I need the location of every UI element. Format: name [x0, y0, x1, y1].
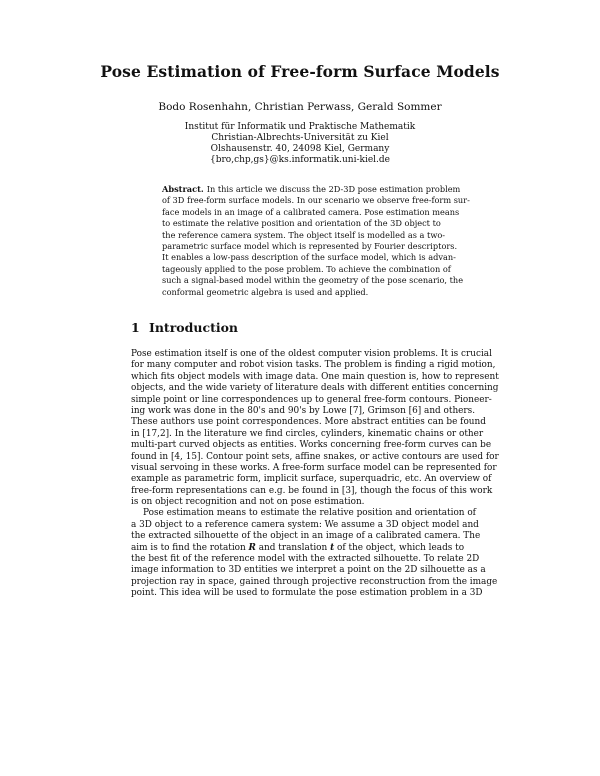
abstract-line: of 3D free-form surface models. In our scenario we observe free-form sur- — [162, 195, 470, 206]
body-line: Pose estimation itself is one of the oldest computer vision problems. It is crucial — [131, 349, 492, 359]
abstract-line: parametric surface model which is represented by Fourier descriptors. — [162, 240, 458, 251]
body-line: projection ray in space, gained through projective reconstruction from the image — [131, 576, 498, 587]
abstract-line: to estimate the relative position and orientation of the 3D object to — [162, 218, 441, 229]
section-title: Introduction — [149, 320, 239, 335]
body-line: aim is to find the rotation R and translation t of the object, which leads to — [131, 542, 465, 553]
abstract — [162, 184, 470, 298]
math-symbol-r: R — [248, 542, 256, 553]
body-line: example as parametric form, implicit surface, superquadric, etc. An overview of — [131, 474, 492, 485]
abstract-line: conformal geometric algebra is used and applied. — [162, 286, 369, 297]
body-line: which fits object models with image data. One main question is, how to represent — [131, 371, 499, 382]
body-line: is on object recognition and not on pose estimation. — [131, 497, 365, 508]
abstract-line: face models in an image of a calibrated camera. Pose estimation means — [162, 206, 460, 217]
body-line: found in [4, 15]. Contour point sets, affine snakes, or active contours are used for — [131, 451, 499, 462]
section-number: 1 — [131, 320, 140, 335]
affiliation-line: Christian-Albrechts-Universität zu Kiel — [211, 133, 389, 143]
abstract-line: tageously applied to the pose problem. To achieve the combination of — [162, 263, 451, 274]
section-heading — [131, 320, 238, 335]
body-text — [131, 349, 499, 600]
author-list: Bodo Rosenhahn, Christian Perwass, Gerald Sommer — [158, 101, 442, 113]
paper-title: Pose Estimation of Free-form Surface Models — [100, 62, 500, 81]
body-line: ing work was done in the 80's and 90's by Lowe [7], Grimson [6] and others. — [131, 405, 476, 416]
body-line: in [17,2]. In the literature we find circles, cylinders, kinematic chains or other — [131, 428, 484, 439]
body-line: the extracted silhouette of the object in an image of a calibrated camera. The — [131, 531, 481, 542]
body-line: the best fit of the reference model with the extracted silhouette. To relate 2D — [131, 554, 480, 565]
affiliation-block — [0, 122, 600, 166]
abstract-line: Abstract. In this article we discuss the 2D-3D pose estimation problem — [162, 184, 461, 194]
body-line: multi-part curved objects as entities. Works concerning free-form curves can be — [131, 440, 492, 451]
body-line: image information to 3D entities we interpret a point on the 2D silhouette as a — [131, 565, 486, 576]
abstract-line: such a signal-based model within the geometry of the pose scenario, the — [162, 275, 464, 286]
affiliation-line: Olshausenstr. 40, 24098 Kiel, Germany — [210, 144, 390, 154]
affiliation-email: {bro,chp,gs}@ks.informatik.uni-kiel.de — [210, 155, 390, 165]
body-line: These authors use point correspondences. More abstract entities can be found — [131, 417, 486, 428]
body-line: a 3D object to a reference camera system: We assume a 3D object model and — [131, 519, 479, 530]
body-line: Pose estimation means to estimate the relative position and orientation of — [143, 508, 476, 519]
body-line: objects, and the wide variety of literature deals with different entities concerning — [131, 383, 499, 394]
body-line: for many computer and robot vision tasks. The problem is finding a rigid motion, — [131, 360, 496, 371]
body-line: point. This idea will be used to formulate the pose estimation problem in a 3D — [131, 588, 483, 599]
affiliation-line: Institut für Informatik und Praktische Mathematik — [184, 122, 416, 132]
math-symbol-t: t — [330, 542, 335, 553]
body-line: visual servoing in these works. A free-form surface model can be represented for — [131, 462, 497, 473]
abstract-line: It enables a low-pass description of the surface model, which is advan- — [162, 252, 456, 263]
abstract-heading: Abstract. — [162, 184, 204, 194]
body-line: simple point or line correspondences up to general free-form contours. Pioneer- — [131, 394, 492, 405]
body-line: free-form representations can e.g. be found in [3], though the focus of this work — [131, 485, 493, 496]
abstract-line: the reference camera system. The object itself is modelled as a two- — [162, 229, 446, 240]
